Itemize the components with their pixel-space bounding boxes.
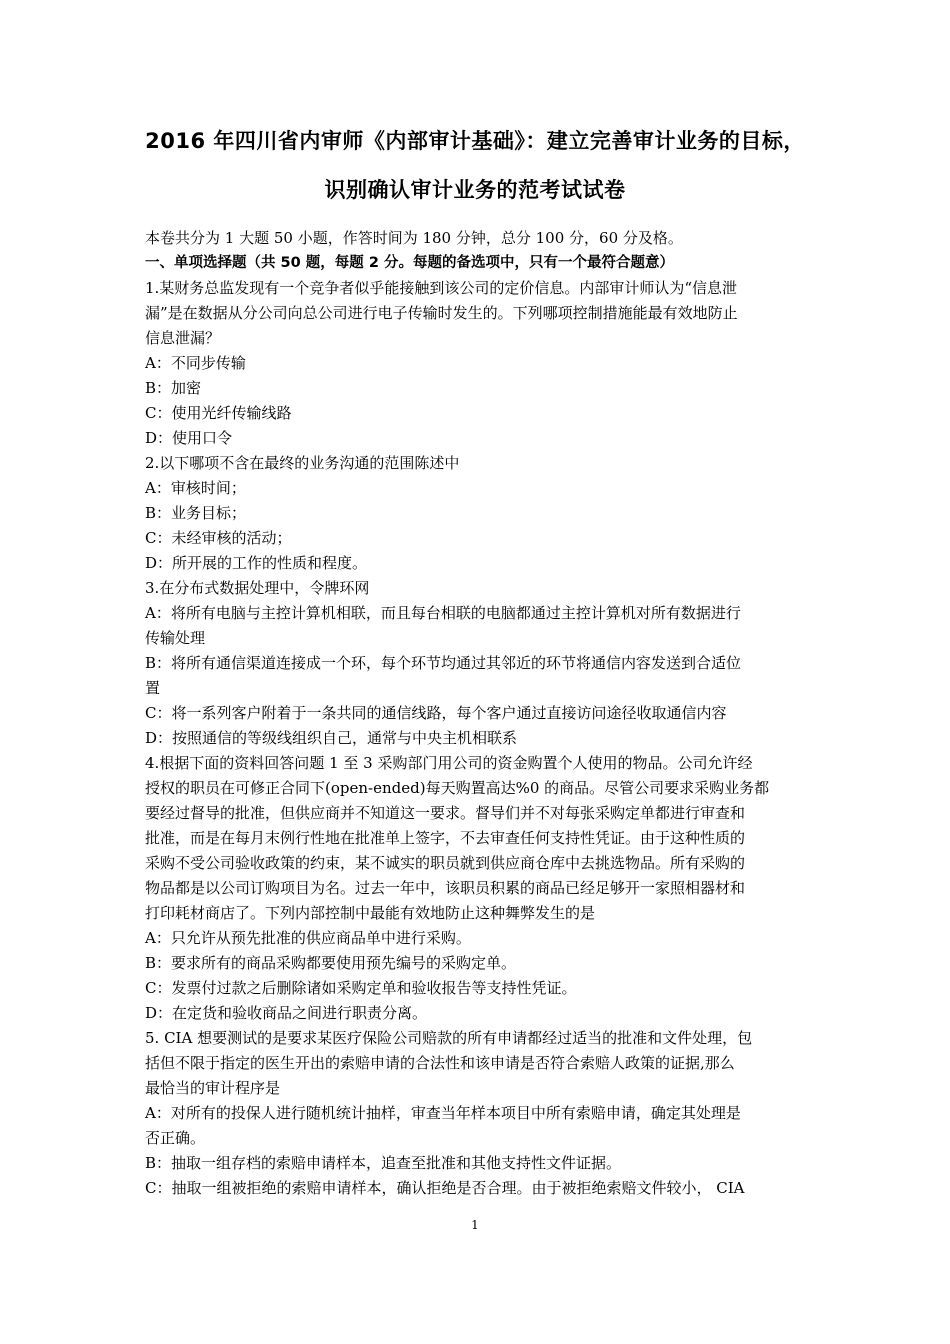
text-line: 括但不限于指定的医生开出的索赔申请的合法性和该申请是否符合索赔人政策的证据,那么 (145, 1054, 735, 1072)
text-line: 授权的职员在可修正合同下(open-ended)每天购置高达%0 的商品。尽管公司要求采购业务都 (145, 779, 770, 797)
page-number: 1 (471, 1218, 479, 1232)
text-line: 信息泄漏？ (145, 329, 221, 347)
document-title-line-2: 识别确认审计业务的范考试试卷 (324, 178, 626, 202)
text-line: D：按照通信的等级线组织自己，通常与中央主机相联系 (145, 729, 518, 747)
section-heading: 一、单项选择题（共 50 题，每题 2 分。每题的备选项中，只有一个最符合题意） (145, 255, 674, 271)
text-line: 要经过督导的批准，但供应商并不知道这一要求。督导们并不对每张采购定单都进行审查和 (145, 804, 746, 822)
text-line: A：将所有电脑与主控计算机相联，而且每台相联的电脑都通过主控计算机对所有数据进行 (145, 604, 741, 622)
text-line: 5. CIA 想要测试的是要求某医疗保险公司赔款的所有申请都经过适当的批准和文件处理，包 (145, 1029, 753, 1047)
text-line: A：不同步传输 (145, 354, 246, 372)
text-line: 4.根据下面的资料回答问题 1 至 3 采购部门用公司的资金购置个人使用的物品。公司允许经 (145, 754, 753, 772)
text-line: B：业务目标； (145, 504, 247, 522)
text-line: B：将所有通信渠道连接成一个环，每个环节均通过其邻近的环节将通信内容发送到合适位 (145, 654, 742, 672)
text-line: D：使用口令 (145, 429, 233, 447)
text-line: 置 (145, 679, 161, 697)
text-line: C：将一系列客户附着于一条共同的通信线路，每个客户通过直接访问途径收取通信内容 (145, 704, 727, 722)
text-line: 最恰当的审计程序是 (145, 1079, 281, 1097)
text-line: C：未经审核的活动； (145, 529, 292, 547)
text-line: 传输处理 (145, 629, 206, 647)
text-line: A：只允许从预先批准的供应商品单中进行采购。 (145, 929, 471, 947)
text-line: 2.以下哪项不含在最终的业务沟通的范围陈述中 (145, 454, 460, 472)
document-title-line-1: 2016 年四川省内审师《内部审计基础》：建立完善审计业务的目标， (145, 129, 805, 153)
text-line: 漏”是在数据从分公司向总公司进行电子传输时发生的。下列哪项控制措施能最有效地防止 (145, 304, 738, 322)
text-line: C：发票付过款之后删除诸如采购定单和验收报告等支持性凭证。 (145, 979, 577, 997)
text-line: 1.某财务总监发现有一个竞争者似乎能接触到该公司的定价信息。内部审计师认为“信息泄 (145, 279, 737, 297)
text-line: C：抽取一组被拒绝的索赔申请样本，确认拒绝是否合理。由于被拒绝索赔文件较小， CIA (145, 1179, 745, 1197)
text-line: D：在定货和验收商品之间进行职责分离。 (145, 1004, 428, 1022)
text-line: 批准，而是在每月末例行性地在批准单上签字，不去审查任何支持性凭证。由于这种性质的 (145, 829, 746, 847)
text-line: C：使用光纤传输线路 (145, 404, 292, 422)
text-line: 打印耗材商店了。下列内部控制中最能有效地防止这种舞弊发生的是 (145, 904, 596, 922)
text-line: A：审核时间； (145, 479, 246, 497)
text-line: 否正确。 (145, 1129, 206, 1147)
text-line: B：加密 (145, 379, 202, 397)
text-line: 物品都是以公司订购项目为名。过去一年中，该职员积累的商品已经足够开一家照相器材和 (145, 879, 746, 897)
document-body (145, 226, 813, 1201)
text-line: 采购不受公司验收政策的约束，某不诚实的职员就到供应商仓库中去挑选物品。所有采购的 (145, 854, 746, 872)
text-line: A：对所有的投保人进行随机统计抽样，审查当年样本项目中所有索赔申请，确定其处理是 (145, 1104, 741, 1122)
text-line: B：抽取一组存档的索赔申请样本，追查至批准和其他支持性文件证据。 (145, 1154, 622, 1172)
text-line: 本卷共分为 1 大题 50 小题，作答时间为 180 分钟，总分 100 分，60 分及格。 (145, 229, 683, 247)
text-line: D：所开展的工作的性质和程度。 (145, 554, 368, 572)
text-line: B：要求所有的商品采购都要使用预先编号的采购定单。 (145, 954, 517, 972)
text-line: 3.在分布式数据处理中，令牌环网 (145, 579, 370, 597)
